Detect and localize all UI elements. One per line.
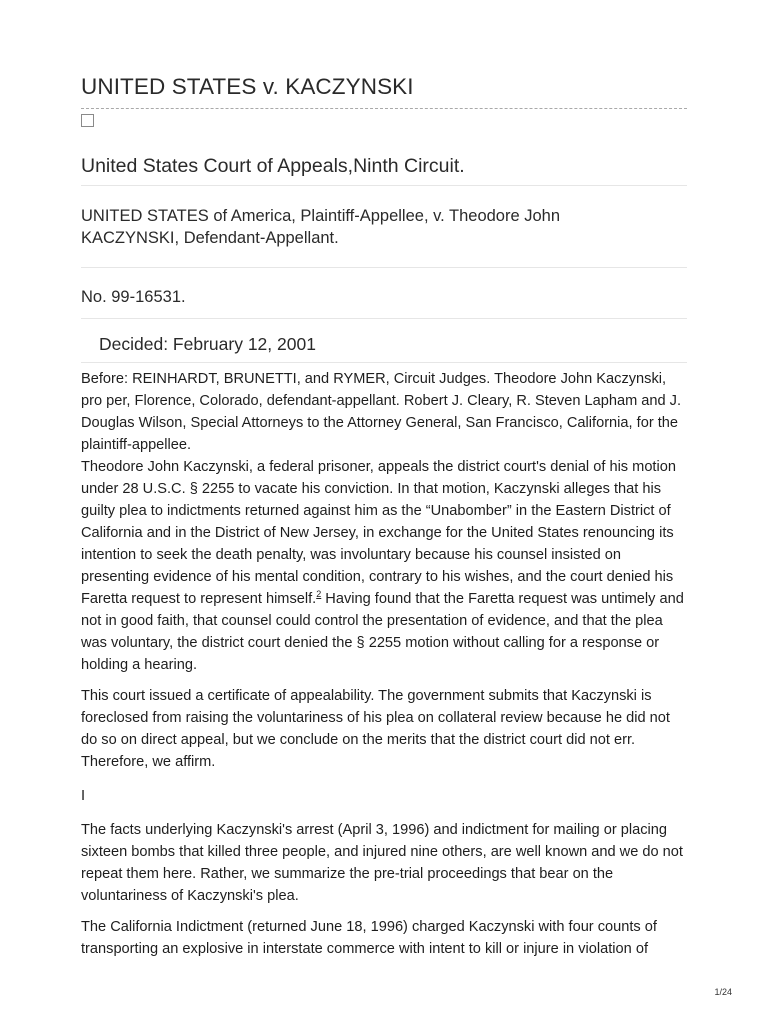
checkbox-icon[interactable] xyxy=(81,114,94,127)
case-parties: UNITED STATES of America, Plaintiff-Appellee, v. Theodore John KACZYNSKI, Defendant-Appellant. xyxy=(81,207,561,247)
divider xyxy=(81,362,687,363)
paragraph: The California Indictment (returned June 18, 1996) charged Kaczynski with four counts of transporting an explosive in interstate commerce with intent to kill or injure in violation of xyxy=(81,919,657,957)
paragraph-text: Having found that the Faretta request was untimely and not in good faith, that counsel could control the presentation of evidence, and that the plea was voluntary, the district court denied the § 2255 motion without calling for a response or holding a hearing. xyxy=(81,591,684,673)
section-heading: I xyxy=(81,788,86,804)
paragraph-text: Theodore John Kaczynski, a federal prisoner, appeals the district court's denial of his motion under 28 U.S.C. § 2255 to vacate his conviction. In that motion, Kaczynski alleges that his guilty plea to indictments returned against him as the “Unabomber” in the Eastern District of California and in the District of New Jersey, in exchange for the United States renouncing its intention to seek the death penalty, was involuntary because his counsel insisted on presenting evidence of his mental condition, contrary to his wishes, and the court denied his Faretta request to represent himself. xyxy=(81,459,676,607)
case-title: UNITED STATES v. KACZYNSKI xyxy=(81,74,414,99)
footnote-link[interactable]: 2 xyxy=(316,589,322,600)
paragraph: The facts underlying Kaczynski's arrest (April 3, 1996) and indictment for mailing or placing sixteen bombs that killed three people, and injured nine others, are well known and we do not repeat them here. Rather, we summarize the pre-trial proceedings that bear on the voluntariness of Kaczynski's plea. xyxy=(81,822,683,904)
docket-number: No. 99-16531. xyxy=(81,288,186,306)
opinion-body xyxy=(81,368,689,960)
divider xyxy=(81,267,687,268)
before-paragraph: Before: REINHARDT, BRUNETTI, and RYMER, Circuit Judges. Theodore John Kaczynski, pro per, Florence, Colorado, defendant-appellant. Robert J. Cleary, R. Steven Lapham and J. Douglas Wilson, Special Attorneys to the Attorney General, San Francisco, California, for the plaintiff-appellee. xyxy=(81,371,682,453)
court-name: United States Court of Appeals,Ninth Circuit. xyxy=(81,155,465,177)
page-number: 1/24 xyxy=(714,987,732,997)
decided-date: Decided: February 12, 2001 xyxy=(99,334,316,354)
divider xyxy=(81,185,687,186)
divider xyxy=(81,318,687,319)
paragraph xyxy=(81,456,689,676)
title-divider xyxy=(81,108,687,109)
paragraph: This court issued a certificate of appealability. The government submits that Kaczynski is foreclosed from raising the voluntariness of his plea on collateral review because he did not do so on direct appeal, but we conclude on the merits that the district court did not err. Therefore, we affirm. xyxy=(81,688,670,770)
